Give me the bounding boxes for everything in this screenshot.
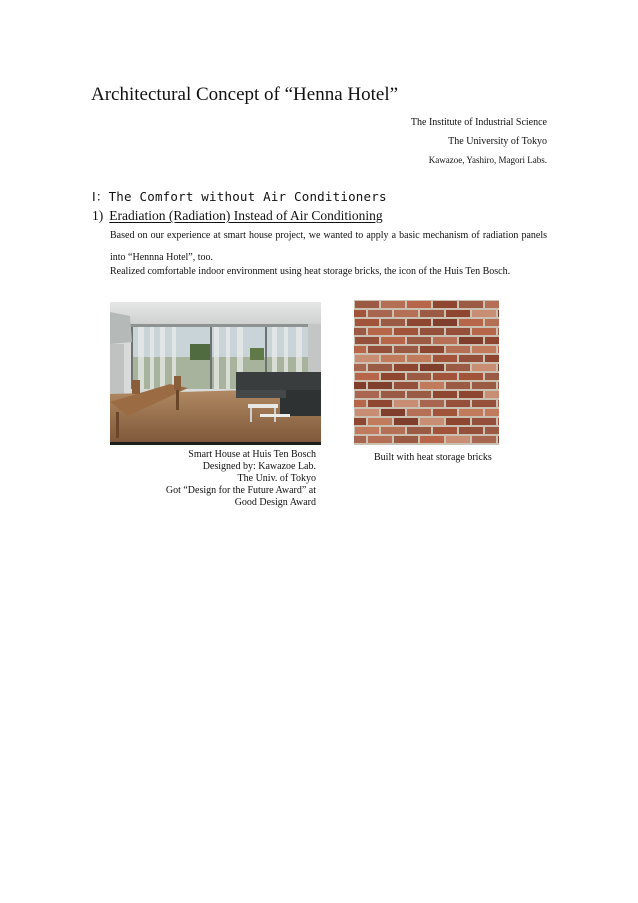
caption-line: Good Design Award	[234, 497, 316, 508]
subsection-heading	[92, 208, 383, 224]
subsection-number: 1)	[92, 208, 104, 223]
section-heading: Ⅰ：The Comfort without Air Conditioners	[92, 189, 387, 204]
brick-wall-photo	[354, 300, 499, 445]
subsection-title: Eradiation (Radiation) Instead of Air Conditioning	[109, 208, 383, 223]
paragraph-1: Based on our experience at smart house project, we wanted to apply a basic mechanism of radiation panels into “Hennna Hotel”, too.	[110, 230, 547, 263]
caption-line: Designed by: Kawazoe Lab.	[202, 461, 316, 472]
caption-line: Got “Design for the Future Award” at	[165, 485, 316, 496]
affiliation-labs: Kawazoe, Yashiro, Magori Labs.	[428, 155, 547, 165]
document-title: Architectural Concept of “Henna Hotel”	[91, 84, 399, 105]
smart-house-photo	[110, 302, 321, 445]
affiliation-institute: The Institute of Industrial Science	[410, 117, 547, 128]
smart-house-caption	[110, 449, 316, 509]
caption-line: Smart House at Huis Ten Bosch	[188, 449, 316, 460]
brick-caption: Built with heat storage bricks	[374, 452, 492, 463]
affiliation-university: The University of Tokyo	[448, 136, 547, 147]
caption-line: The Univ. of Tokyo	[237, 473, 316, 484]
paragraph-2: Realized comfortable indoor environment using heat storage bricks, the icon of the Huis Ten Bosch.	[110, 266, 511, 277]
